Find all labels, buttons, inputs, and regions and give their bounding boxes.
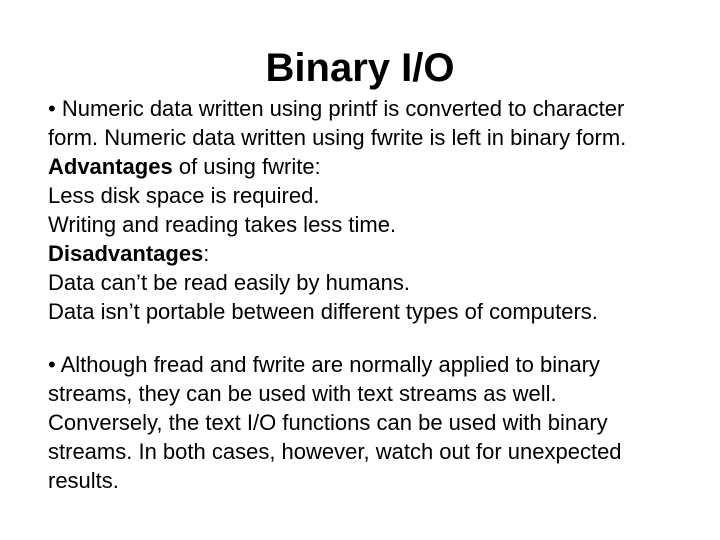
p2-line-5: results. (48, 468, 119, 493)
disadvantage-item-1: Data can’t be read easily by humans. (48, 270, 410, 295)
disadvantages-heading (48, 239, 698, 268)
slide-body (48, 94, 698, 495)
slide-title-text: Binary I/O (265, 46, 455, 90)
p2-line-4: streams. In both cases, however, watch out for unexpected (48, 439, 622, 464)
p1-line-1: • Numeric data written using printf is converted to character (48, 96, 625, 121)
advantage-item-2: Writing and reading takes less time. (48, 212, 397, 237)
p2-line-3: Conversely, the text I/O functions can be used with binary (48, 410, 608, 435)
advantages-rest: of using fwrite: (172, 154, 321, 179)
disadvantages-rest: : (203, 241, 210, 266)
slide-title (0, 42, 720, 94)
disadvantages-label: Disadvantages (48, 241, 204, 266)
p1-line-2: form. Numeric data written using fwrite is left in binary form. (48, 125, 627, 150)
advantage-item-1: Less disk space is required. (48, 183, 320, 208)
advantages-heading (48, 152, 698, 181)
paragraph-spacer (48, 326, 698, 350)
p2-line-2: streams, they can be used with text streams as well. (48, 381, 557, 406)
disadvantage-item-2: Data isn’t portable between different types of computers. (48, 299, 598, 324)
advantages-label: Advantages (48, 154, 173, 179)
p2-line-1: • Although fread and fwrite are normally applied to binary (48, 352, 600, 377)
